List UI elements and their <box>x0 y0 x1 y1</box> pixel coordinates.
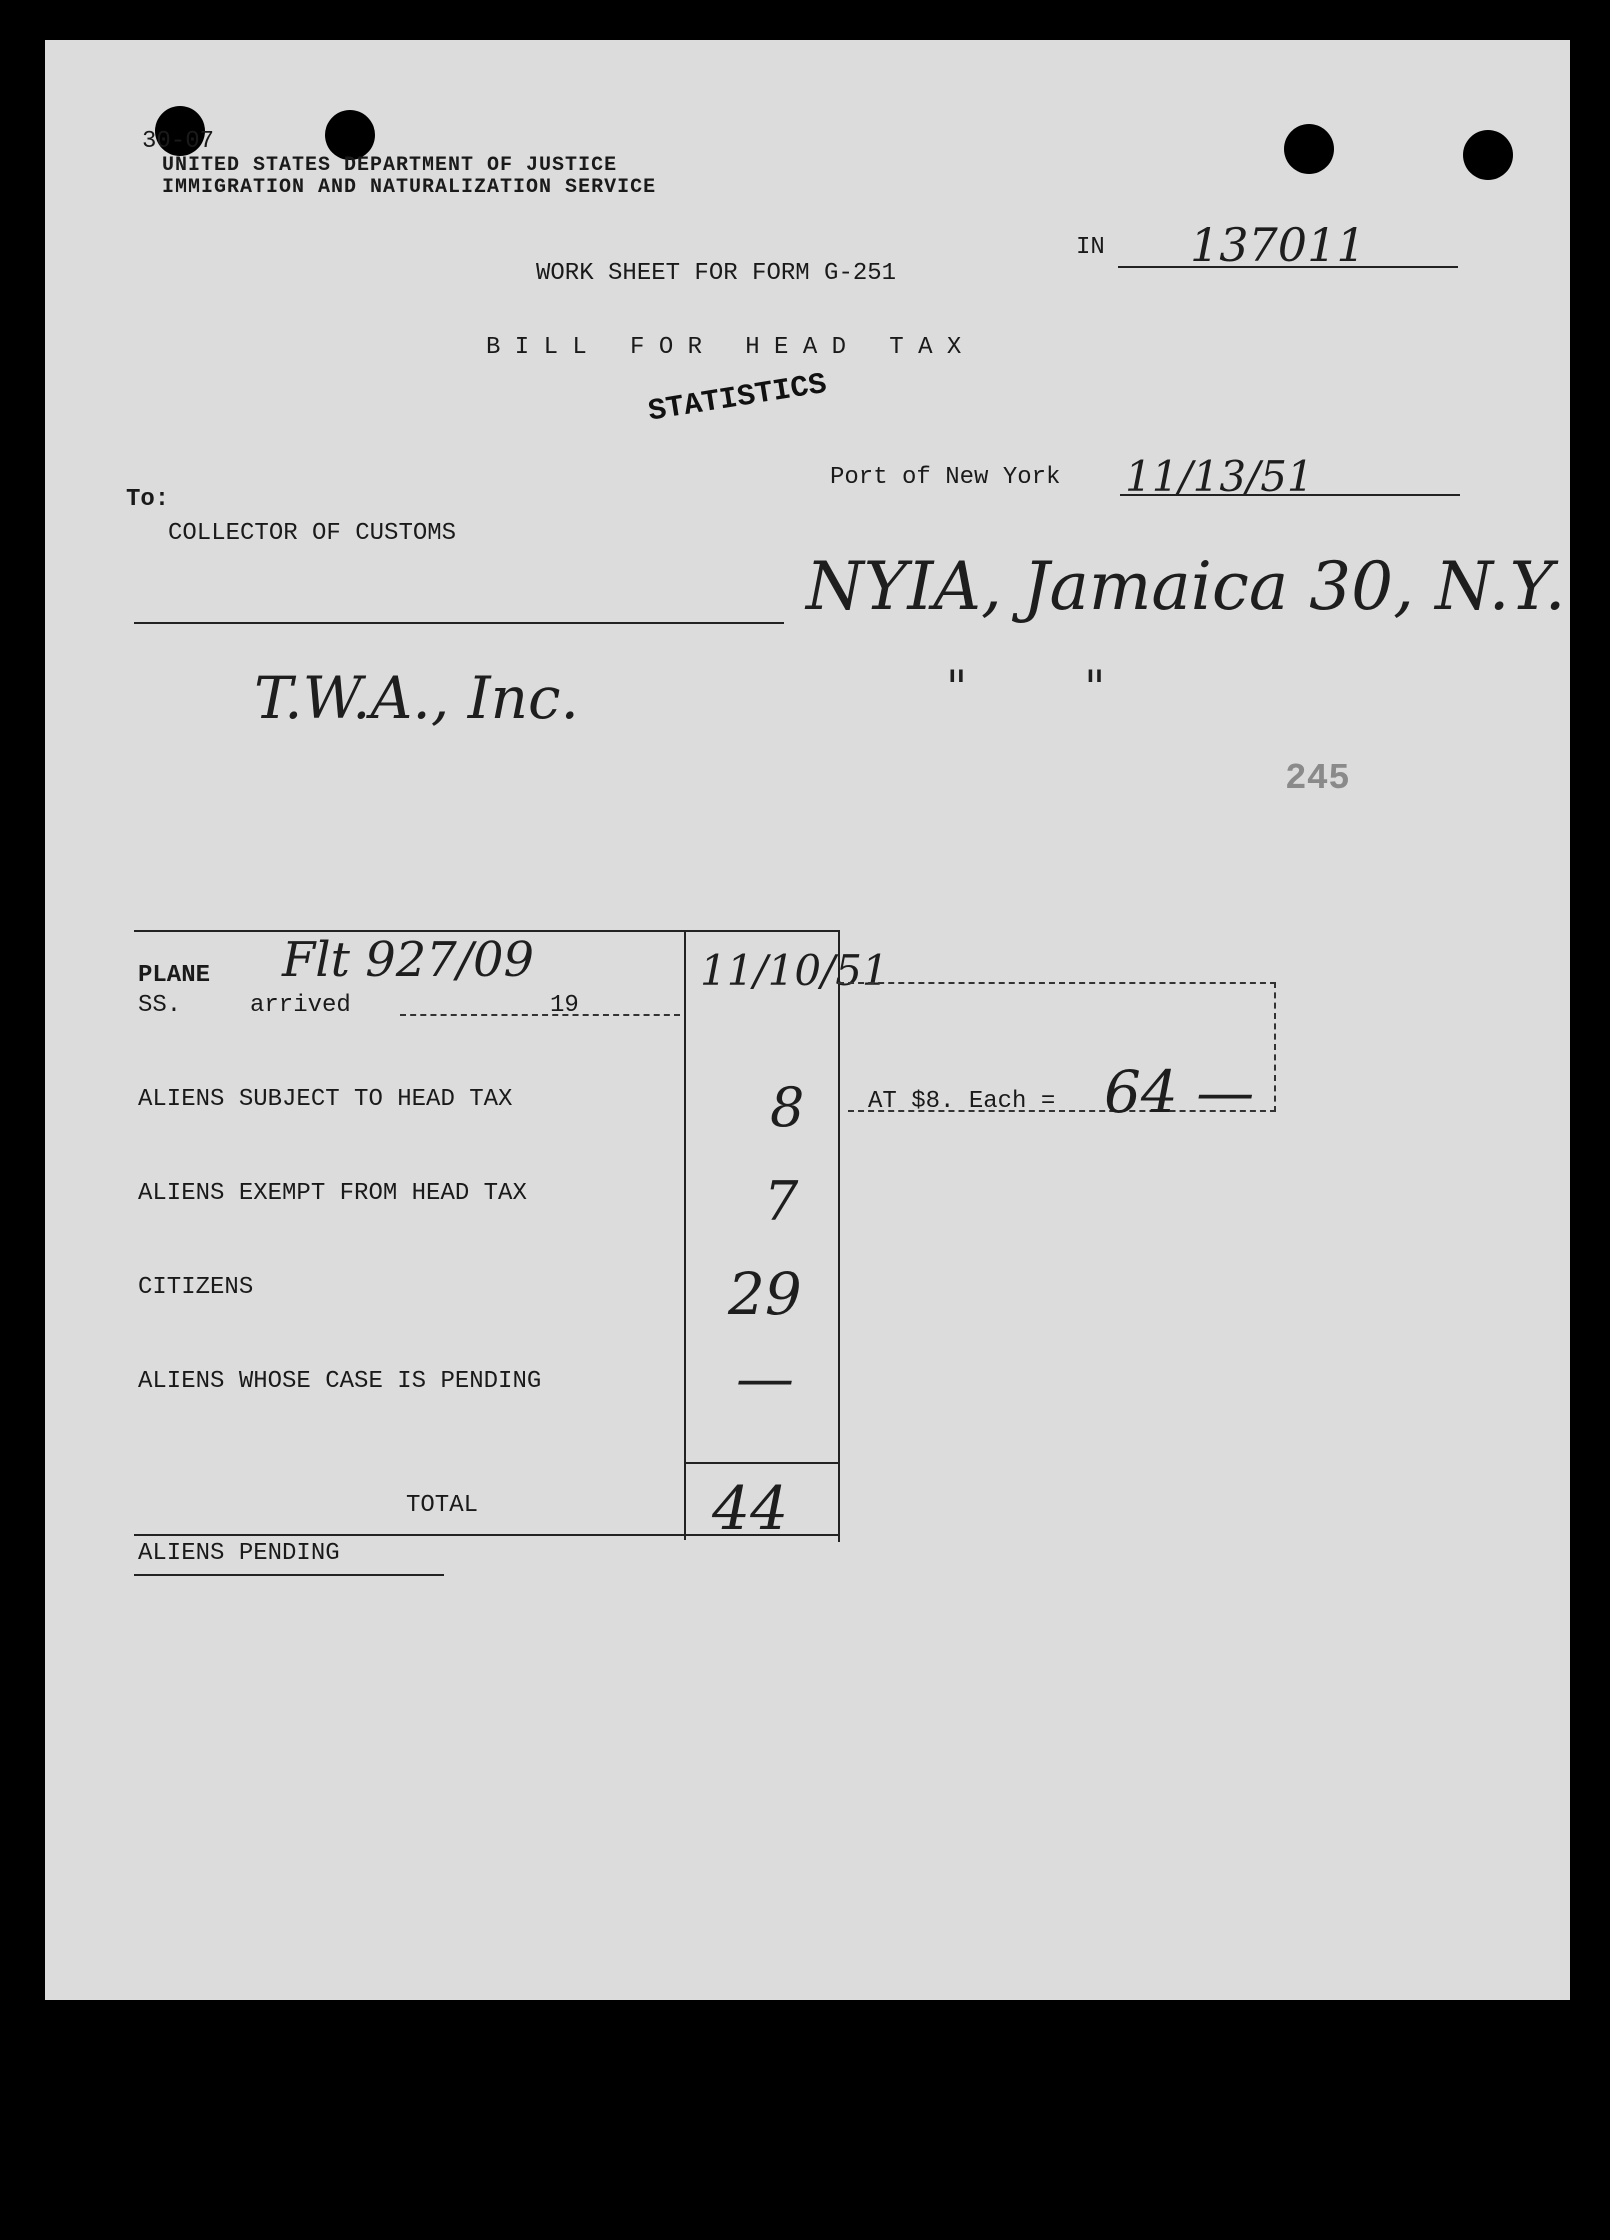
table-bottom-line <box>134 1534 838 1536</box>
carrier-handwritten: T.W.A., Inc. <box>254 664 579 732</box>
flight-handwritten: Flt 927/09 <box>282 932 535 988</box>
row-label-exempt: ALIENS EXEMPT FROM HEAD TAX <box>138 1180 527 1207</box>
agency-line-2: IMMIGRATION AND NATURALIZATION SERVICE <box>162 176 657 199</box>
punch-hole <box>1284 124 1334 174</box>
total-label: TOTAL <box>406 1492 479 1519</box>
location-handwritten: NYIA, Jamaica 30, N.Y. <box>806 548 1566 625</box>
arrived-line <box>400 1014 680 1016</box>
ditto-marks: " " <box>946 660 1106 714</box>
agency-line-1: UNITED STATES DEPARTMENT OF JUSTICE <box>162 154 618 177</box>
plane-label: PLANE <box>138 962 211 989</box>
rate-total-handwritten: 64 — <box>1104 1058 1255 1126</box>
in-number: 137011 <box>1190 218 1366 272</box>
value-column-right <box>838 930 840 1542</box>
port-label: Port of New York <box>830 464 1061 491</box>
rate-box-top <box>838 982 1276 984</box>
row-value-subject: 8 <box>770 1076 805 1139</box>
rate-label: AT $8. Each = <box>868 1088 1056 1115</box>
punch-hole <box>1463 130 1513 180</box>
year-prefix: 19 <box>550 992 579 1019</box>
recipient: COLLECTOR OF CUSTOMS <box>168 520 457 547</box>
port-date: 11/13/51 <box>1125 452 1314 501</box>
total-separator-line <box>686 1462 840 1464</box>
row-label-pending: ALIENS WHOSE CASE IS PENDING <box>138 1368 542 1395</box>
row-value-pending: — <box>736 1344 794 1412</box>
aliens-pending-line <box>134 1574 444 1576</box>
stamped-number: 245 <box>1285 758 1350 799</box>
form-subtitle: B I L L F O R H E A D T A X <box>486 334 962 361</box>
punch-hole <box>325 110 375 160</box>
row-value-citizens: 29 <box>728 1260 802 1328</box>
port-date-line <box>1120 494 1460 496</box>
total-value: 44 <box>712 1474 789 1544</box>
rate-box-right <box>1274 982 1276 1112</box>
to-label: To: <box>126 486 170 513</box>
value-column-left <box>684 930 686 1540</box>
form-title: WORK SHEET FOR FORM G-251 <box>536 260 897 287</box>
recipient-line <box>134 622 784 624</box>
arrival-date-handwritten: 11/10/51 <box>700 946 889 995</box>
row-label-subject: ALIENS SUBJECT TO HEAD TAX <box>138 1086 513 1113</box>
row-value-exempt: 7 <box>764 1170 799 1233</box>
ss-label: SS. <box>138 992 182 1019</box>
statistics-stamp: STATISTICS <box>646 367 830 430</box>
in-label: IN <box>1076 234 1105 261</box>
in-number-line <box>1118 266 1458 268</box>
arrived-label: arrived <box>250 992 351 1019</box>
aliens-pending-label: ALIENS PENDING <box>138 1540 340 1567</box>
form-number: 30-07 <box>142 128 215 155</box>
row-label-citizens: CITIZENS <box>138 1274 254 1301</box>
